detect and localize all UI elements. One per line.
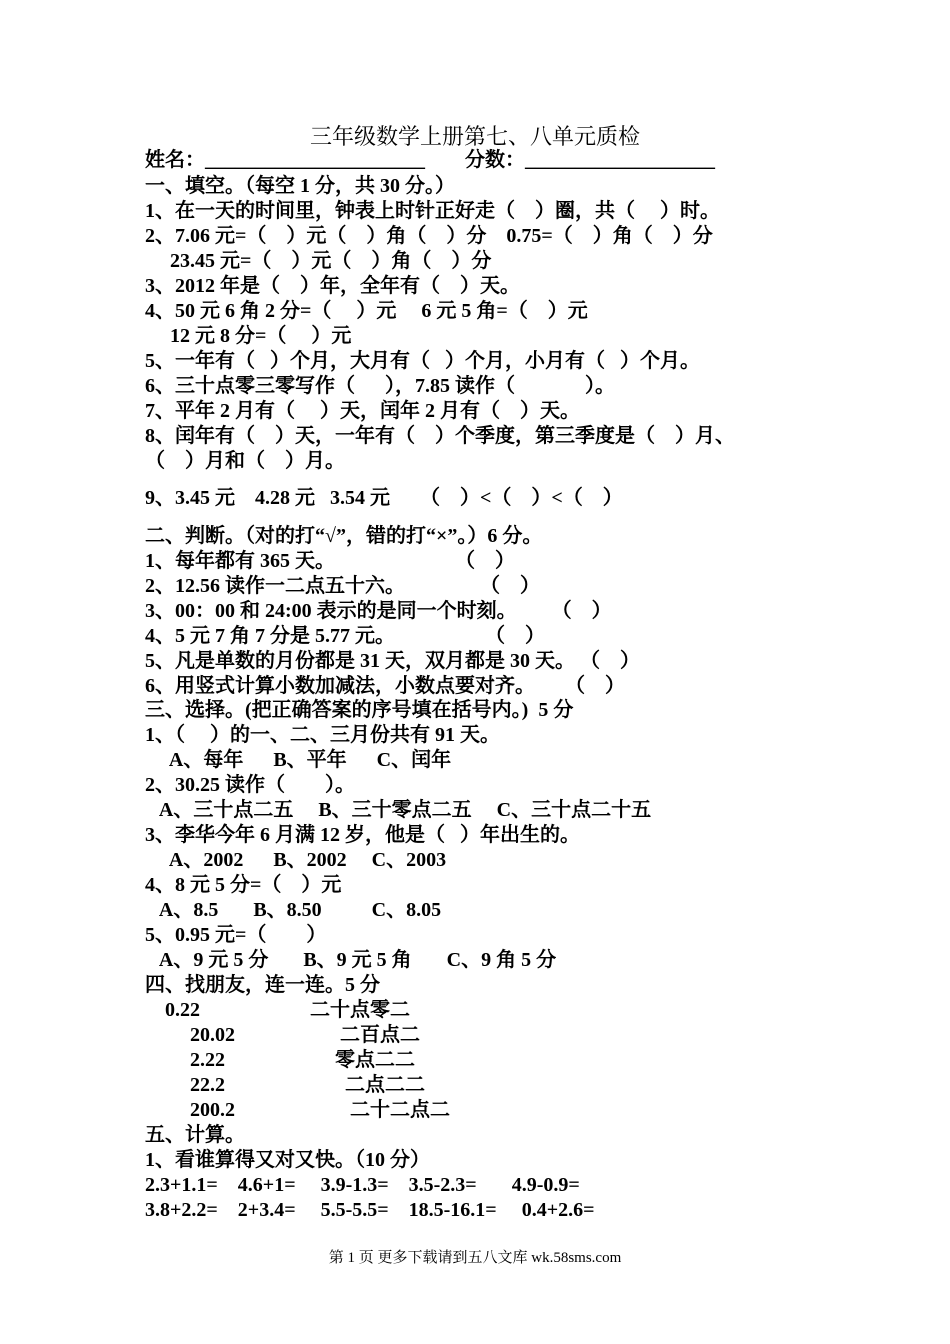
- choice-question: 5、0.95 元=（ ）: [145, 924, 327, 946]
- calculation-row: 3.8+2.2= 2+3.4= 5.5-5.5= 18.5-16.1= 0.4+2.6=: [145, 1199, 595, 1221]
- choice-options: A、三十点二五 B、三十零点二五 C、三十点二十五: [145, 799, 652, 821]
- matching-row: 20.02 二百点二: [145, 1024, 420, 1046]
- question-line: （ ）月和（ ）月。: [145, 450, 345, 472]
- question-line: 23.45 元=（ ）元（ ）角（ ）分: [145, 250, 492, 272]
- choice-question: 1、（ ）的一、二、三月份共有 91 天。: [145, 724, 500, 746]
- question-line: 6、三十点零三零写作（ ），7.85 读作（ ）。: [145, 375, 615, 397]
- question-line: 9、3.45 元 4.28 元 3.54 元 （ ）<（ ）<（ ）: [145, 487, 623, 509]
- judgement-item: 1、每年都有 365 天。 （ ）: [145, 550, 515, 572]
- question-line: 7、平年 2 月有（ ）天，闰年 2 月有（ ）天。: [145, 400, 580, 422]
- section-heading: 五、计算。: [145, 1124, 245, 1146]
- matching-row: 200.2 二十二点二: [145, 1099, 450, 1121]
- judgement-item: 4、5 元 7 角 7 分是 5.77 元。 （ ）: [145, 625, 545, 647]
- choice-question: 4、8 元 5 分=（ ）元: [145, 874, 342, 896]
- question-line: 5、一年有（ ）个月，大月有（ ）个月，小月有（ ）个月。: [145, 350, 700, 372]
- name-score-line: 姓名：______________________ 分数：___________________: [145, 149, 715, 171]
- choice-options: A、2002 B、2002 C、2003: [145, 849, 447, 871]
- matching-row: 22.2 二点二二: [145, 1074, 425, 1096]
- question-line: 4、50 元 6 角 2 分=（ ）元 6 元 5 角=（ ）元: [145, 300, 588, 322]
- choice-question: 2、30.25 读作（ ）。: [145, 774, 355, 796]
- question-line: 3、2012 年是（ ）年，全年有（ ）天。: [145, 275, 520, 297]
- judgement-item: 2、12.56 读作一二点五十六。 （ ）: [145, 575, 540, 597]
- page-title: 三年级数学上册第七、八单元质检: [309, 124, 640, 149]
- judgement-item: 5、凡是单数的月份都是 31 天，双月都是 30 天。 （ ）: [145, 650, 640, 672]
- matching-row: 0.22 二十点零二: [145, 999, 410, 1021]
- choice-options: A、每年 B、平年 C、闰年: [145, 749, 452, 771]
- choice-question: 3、李华今年 6 月满 12 岁，他是（ ）年出生的。: [145, 824, 580, 846]
- question-line: 2、7.06 元=（ ）元（ ）角（ ）分 0.75=（ ）角（ ）分: [145, 225, 713, 247]
- choice-options: A、8.5 B、8.50 C、8.05: [145, 899, 442, 921]
- choice-options: A、9 元 5 分 B、9 元 5 角 C、9 角 5 分: [145, 949, 557, 971]
- subsection-heading: 1、看谁算得又对又快。（10 分）: [145, 1149, 430, 1171]
- calculation-row: 2.3+1.1= 4.6+1= 3.9-1.3= 3.5-2.3= 4.9-0.9=: [145, 1174, 580, 1196]
- matching-row: 2.22 零点二二: [145, 1049, 415, 1071]
- section-heading: 四、找朋友，连一连。5 分: [145, 974, 380, 996]
- question-line: 1、在一天的时间里，钟表上时针正好走（ ）圈，共（ ）时。: [145, 200, 720, 222]
- question-line: 8、闰年有（ ）天，一年有（ ）个季度，第三季度是（ ）月、: [145, 425, 735, 447]
- judgement-item: 3、00：00 和 24:00 表示的是同一个时刻。 （ ）: [145, 600, 612, 622]
- section-heading: 二、判断。（对的打“√”，错的打“×”。）6 分。: [145, 525, 543, 547]
- page-footer: 第 1 页 更多下载请到五八文库 wk.58sms.com: [328, 1250, 622, 1266]
- judgement-item: 6、用竖式计算小数加减法，小数点要对齐。 （ ）: [145, 675, 625, 697]
- question-line: 12 元 8 分=（ ）元: [145, 325, 352, 347]
- section-heading: 三、选择。(把正确答案的序号填在括号内。) 5 分: [145, 699, 574, 721]
- section-heading: 一、填空。（每空 1 分，共 30 分。）: [145, 175, 455, 197]
